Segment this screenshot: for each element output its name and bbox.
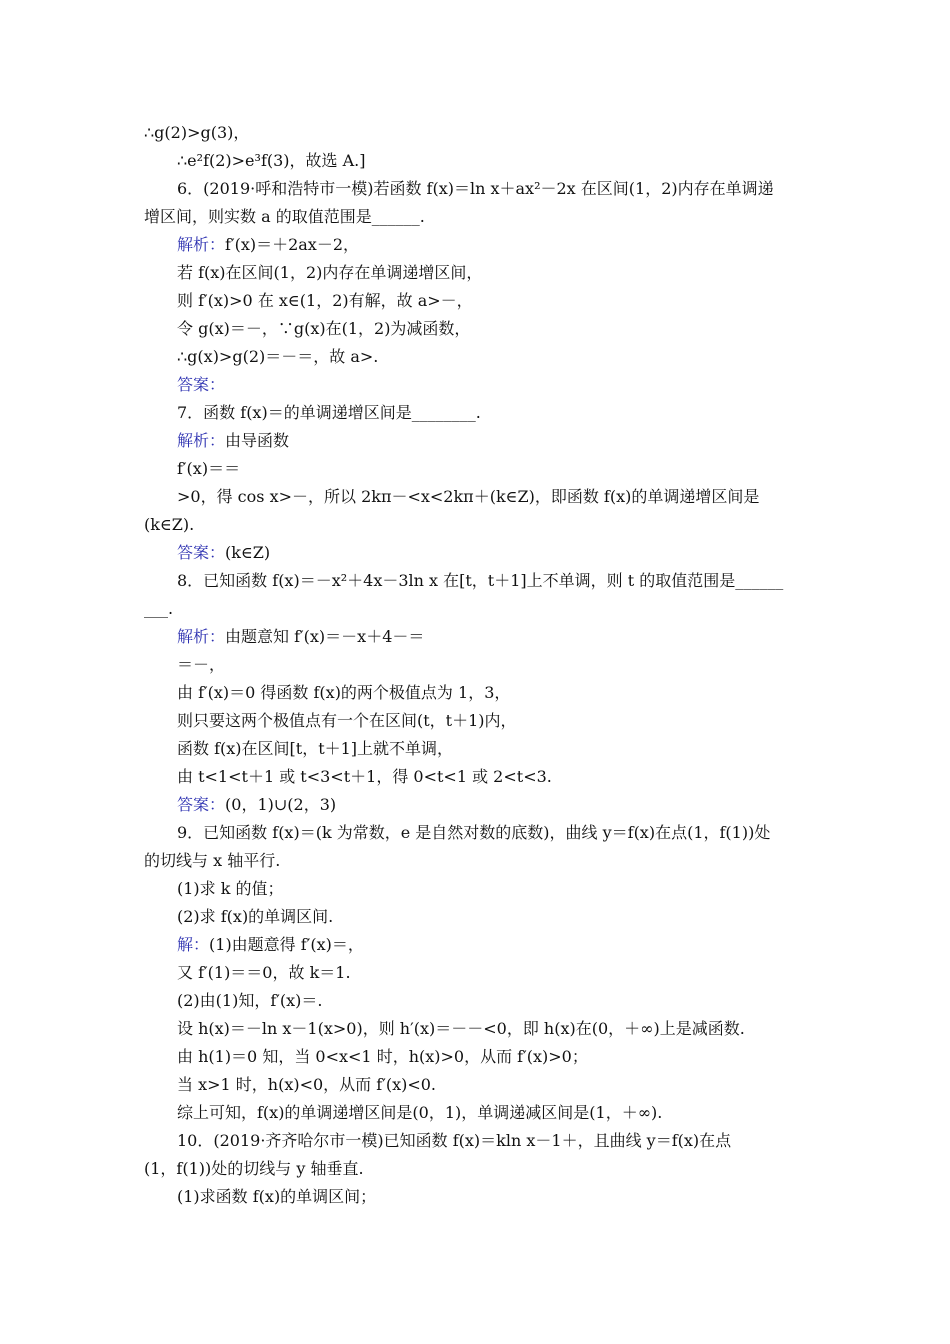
question-9: 9．已知函数 f(x)＝(k 为常数，e 是自然对数的底数)，曲线 y＝f(x)在点(1，f(1))处 <box>177 823 771 842</box>
text-line: (2)由(1)知，f′(x)＝. <box>177 991 323 1010</box>
text-line: 又 f′(1)＝＝0，故 k＝1. <box>177 963 351 982</box>
text-line: 令 g(x)＝－，∵g(x)在(1，2)为减函数， <box>177 319 471 338</box>
text-line: ∴g(2)>g(3)， <box>144 123 250 142</box>
text-line: ∴e²f(2)>e³f(3)，故选 A.] <box>177 151 366 170</box>
text-line: (1，f(1))处的切线与 y 轴垂直. <box>144 1159 364 1178</box>
text-line: ＝－， <box>177 655 226 674</box>
text-line: 则只要这两个极值点有一个在区间(t，t＋1)内， <box>177 711 517 730</box>
text-line: 若 f(x)在区间(1，2)内存在单调递增区间， <box>177 263 483 282</box>
analysis-line: 解析：由导函数 <box>177 431 290 450</box>
analysis-label: 解析： <box>177 431 226 450</box>
text-line: 由 h(1)＝0 知，当 0<x<1 时，h(x)>0，从而 f′(x)>0； <box>177 1047 588 1066</box>
text-line: 由 f′(x)＝0 得函数 f(x)的两个极值点为 1，3， <box>177 683 511 702</box>
answer-label: 答案： <box>177 543 226 562</box>
text-line: (2)求 f(x)的单调区间. <box>177 907 334 926</box>
text-line: f′(x)＝＝ <box>177 459 241 478</box>
analysis-line: 解析：由题意知 f′(x)＝－x＋4－＝ <box>177 627 425 646</box>
question-10: 10．(2019·齐齐哈尔市一模)已知函数 f(x)＝kln x－1＋，且曲线 y＝f(x)在点 <box>177 1131 732 1150</box>
text-line: ∴g(x)>g(2)＝－＝，故 a>. <box>177 347 379 366</box>
text-line: 增区间，则实数 a 的取值范围是______. <box>144 207 425 226</box>
text-line: 由 t<1<t＋1 或 t<3<t＋1，得 0<t<1 或 2<t<3. <box>177 767 552 786</box>
analysis-label: 解析： <box>177 235 226 254</box>
text-line: (k∈Z). <box>144 515 195 534</box>
question-7: 7．函数 f(x)＝的单调递增区间是________. <box>177 403 481 422</box>
answer-label: 答案： <box>177 375 226 394</box>
text-line: 设 h(x)＝－ln x－1(x>0)，则 h′(x)＝－－<0，即 h(x)在(0，＋∞)上是减函数. <box>177 1019 745 1038</box>
solution-label: 解： <box>177 935 210 954</box>
answer-line <box>177 375 225 395</box>
solution-line: 解：(1)由题意得 f′(x)＝， <box>177 935 364 954</box>
analysis-line: 解析：f′(x)＝＋2ax－2， <box>177 235 360 254</box>
text-line: 函数 f(x)在区间[t，t＋1]上就不单调， <box>177 739 454 758</box>
text-line: ___. <box>144 599 174 618</box>
text-line: >0，得 cos x>－，所以 2kπ－<x<2kπ＋(k∈Z)，即函数 f(x)的单调递增区间是 <box>177 487 760 506</box>
text-line: 则 f′(x)>0 在 x∈(1，2)有解，故 a>－， <box>177 291 473 310</box>
text-line: (1)求 k 的值； <box>177 879 284 898</box>
text-line: (1)求函数 f(x)的单调区间； <box>177 1187 377 1206</box>
answer-label: 答案： <box>177 795 226 814</box>
answer-line: 答案：(k∈Z) <box>177 543 271 562</box>
question-6: 6．(2019·呼和浩特市一模)若函数 f(x)＝ln x＋ax²－2x 在区间(1，2)内存在单调递 <box>177 179 774 198</box>
text-line: 当 x>1 时，h(x)<0，从而 f′(x)<0. <box>177 1075 437 1094</box>
answer-line: 答案：(0，1)∪(2，3) <box>177 795 337 814</box>
analysis-label: 解析： <box>177 627 226 646</box>
question-8: 8．已知函数 f(x)＝－x²＋4x－3ln x 在[t，t＋1]上不单调，则 t 的取值范围是______ <box>177 571 784 590</box>
text-line: 的切线与 x 轴平行. <box>144 851 281 870</box>
text-line: 综上可知，f(x)的单调递增区间是(0，1)，单调递减区间是(1，＋∞). <box>177 1103 663 1122</box>
